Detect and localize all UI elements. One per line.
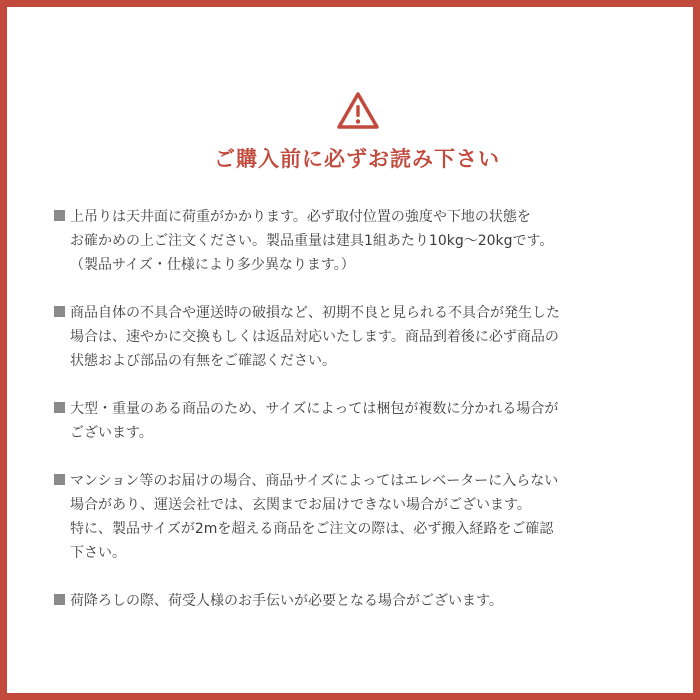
square-bullet-icon bbox=[54, 402, 65, 413]
notes-list bbox=[54, 205, 654, 637]
warning-triangle-icon bbox=[337, 92, 379, 130]
note-line: 場合があり、運送会社では、玄関までお届けできない場合がございます。 bbox=[70, 497, 531, 513]
note-item bbox=[54, 301, 654, 373]
note-line: ございます。 bbox=[70, 425, 153, 441]
note-line: （製品サイズ・仕様により多少異なります。） bbox=[70, 257, 355, 273]
note-line: 大型・重量のある商品のため、サイズによっては梱包が複数に分かれる場合が bbox=[70, 401, 559, 417]
square-bullet-icon bbox=[54, 210, 65, 221]
note-line: 状態および部品の有無をご確認ください。 bbox=[70, 353, 336, 369]
square-bullet-icon bbox=[54, 594, 65, 605]
square-bullet-icon bbox=[54, 306, 65, 317]
note-line: 荷降ろしの際、荷受人様のお手伝いが必要となる場合がございます。 bbox=[70, 593, 503, 609]
note-line: 場合は、速やかに交換もしくは返品対応いたします。商品到着後に必ず商品の bbox=[70, 329, 559, 345]
note-item bbox=[54, 589, 654, 613]
note-item bbox=[54, 205, 654, 277]
note-line: お確かめの上ご注文ください。製品重量は建具1組あたり10kg〜20kgです。 bbox=[70, 233, 554, 249]
note-line: 下さい。 bbox=[70, 545, 126, 561]
note-line: 商品自体の不具合や運送時の破損など、初期不良と見られる不具合が発生した bbox=[70, 305, 560, 321]
note-line: 上吊りは天井面に荷重がかかります。必ず取付位置の強度や下地の状態を bbox=[70, 209, 531, 225]
square-bullet-icon bbox=[54, 474, 65, 485]
note-item bbox=[54, 397, 654, 445]
note-item bbox=[54, 469, 654, 565]
note-line: 特に、製品サイズが2mを超える商品をご注文の際は、必ず搬入経路をご確認 bbox=[70, 521, 554, 537]
page-title: ご購入前に必ずお読み下さい bbox=[214, 147, 500, 171]
note-line: マンション等のお届けの場合、商品サイズによってはエレベーターに入らない bbox=[70, 473, 559, 489]
